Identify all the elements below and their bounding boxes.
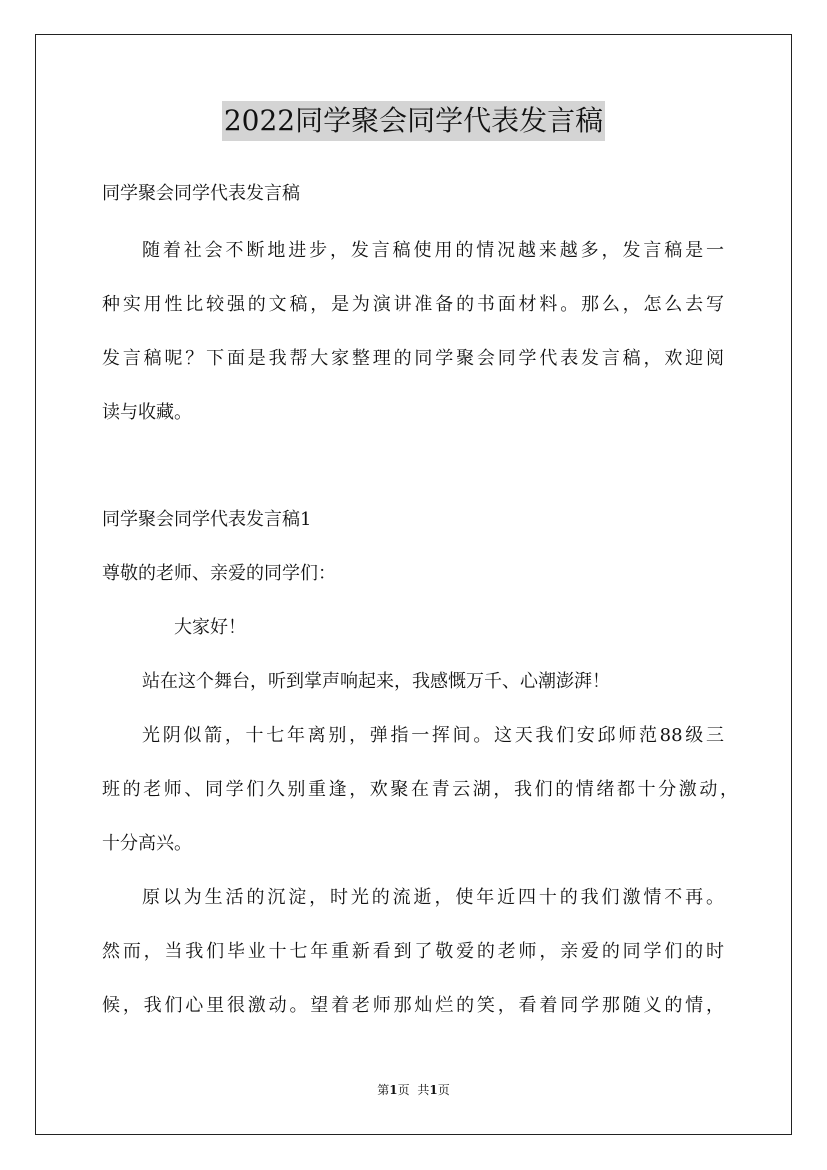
page-prefix: 第	[377, 1083, 390, 1097]
title-container	[0, 101, 827, 141]
page-number: 1	[389, 1083, 398, 1097]
total-pages: 1	[429, 1083, 438, 1097]
paragraph-line: 发言稿呢？下面是我帮大家整理的同学聚会同学代表发言稿，欢迎阅	[102, 348, 724, 369]
paragraph-line: 站在这个舞台，听到掌声响起来，我感慨万千、心潮澎湃！	[142, 671, 610, 692]
page-footer	[0, 1082, 827, 1098]
page-suffix: 页	[397, 1083, 410, 1097]
salutation-line: 尊敬的老师、亲爱的同学们：	[102, 563, 336, 584]
total-prefix: 共	[417, 1083, 430, 1097]
section-heading: 同学聚会同学代表发言稿1	[102, 509, 312, 530]
paragraph-line: 十分高兴。	[102, 833, 192, 854]
subtitle-line: 同学聚会同学代表发言稿	[102, 183, 300, 204]
paragraph-line: 种实用性比较强的文稿，是为演讲准备的书面材料。那么，怎么去写	[102, 294, 724, 315]
paragraph-line: 候，我们心里很激动。望着老师那灿烂的笑，看着同学那随义的情，	[102, 995, 724, 1016]
document-title: 2022同学聚会同学代表发言稿	[222, 101, 605, 141]
greeting-line: 大家好！	[174, 617, 246, 638]
paragraph-line: 原以为生活的沉淀，时光的流逝，使年近四十的我们激情不再。	[142, 887, 724, 908]
paragraph-line: 读与收藏。	[102, 402, 192, 423]
paragraph-line: 光阴似箭，十七年离别，弹指一挥间。这天我们安邱师范88级三	[142, 725, 724, 746]
total-suffix: 页	[437, 1083, 450, 1097]
paragraph-line: 班的老师、同学们久别重逢，欢聚在青云湖，我们的情绪都十分激动，	[102, 779, 738, 800]
paragraph-line: 随着社会不断地进步，发言稿使用的情况越来越多，发言稿是一	[142, 240, 724, 261]
paragraph-line: 然而，当我们毕业十七年重新看到了敬爱的老师，亲爱的同学们的时	[102, 941, 724, 962]
